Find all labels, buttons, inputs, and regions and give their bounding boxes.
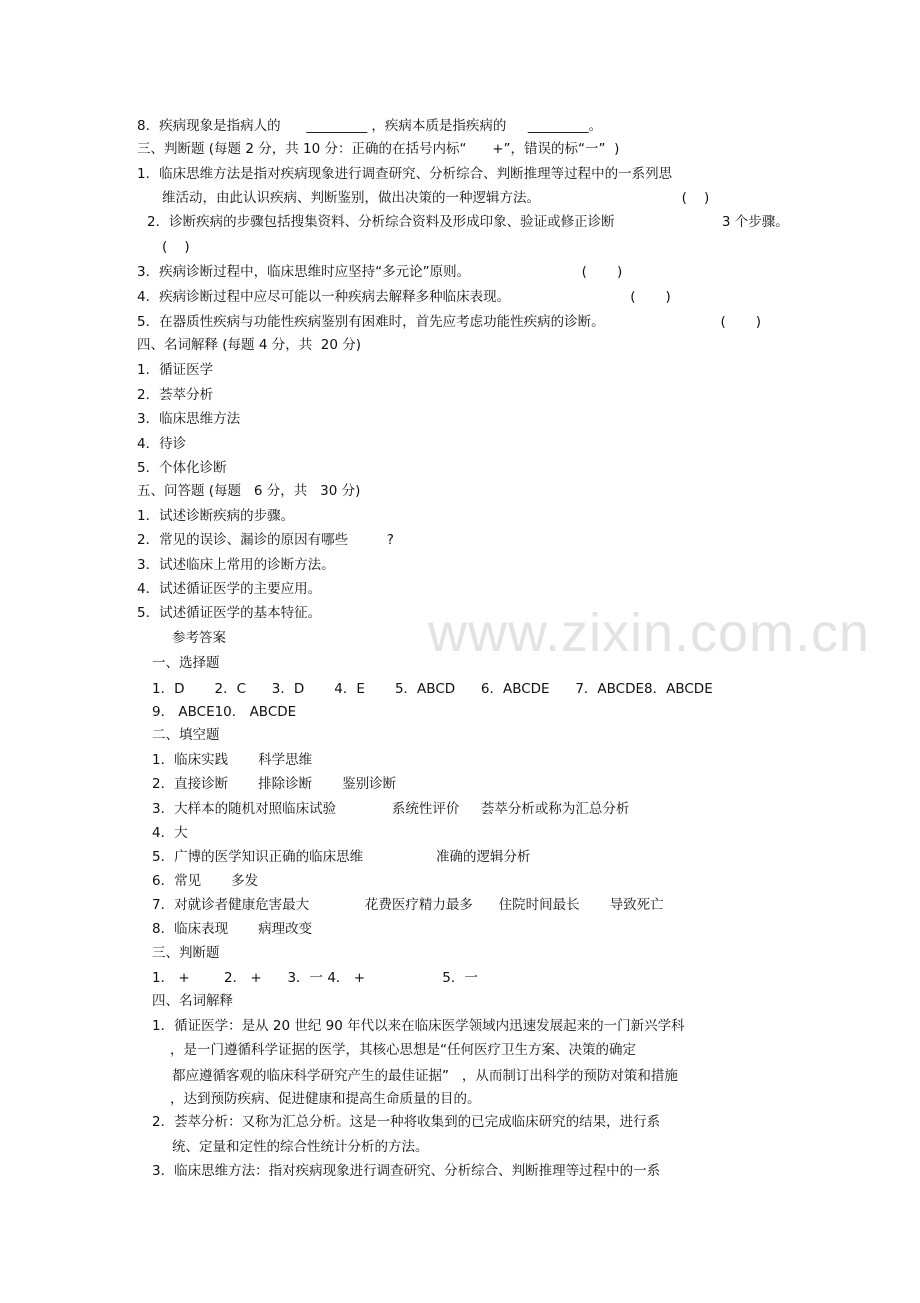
qa-question-2: 2．常见的误诊、漏诊的原因有哪些 ? bbox=[137, 532, 394, 548]
answers-heading-fill: 二、填空题 bbox=[152, 727, 220, 743]
answers-term-1: 1．循证医学：是从 20 世纪 90 年代以来在临床医学领域内迅速发展起来的一门新兴学科 bbox=[152, 1018, 685, 1034]
answers-fill-1: 1．临床实践 科学思维 bbox=[152, 752, 313, 768]
tf-question-5: 5．在器质性疾病与功能性疾病鉴别有困难时，首先应考虑功能性疾病的诊断。 ( ) bbox=[137, 314, 762, 330]
qa-question-5: 5．试述循证医学的基本特征。 bbox=[137, 605, 322, 621]
answers-fill-7: 7．对就诊者健康危害最大 花费医疗精力最多 住院时间最长 导致死亡 bbox=[152, 897, 664, 913]
answers-title: 参考答案 bbox=[172, 630, 226, 646]
answers-term-1-cont-2: 都应遵循客观的临床科学研究产生的最佳证据” ，从而制订出科学的预防对策和措施 bbox=[172, 1068, 678, 1084]
term-5: 5．个体化诊断 bbox=[137, 460, 227, 476]
term-4: 4．待诊 bbox=[137, 436, 187, 452]
fill-question-8: 8．疾病现象是指病人的 _________ ，疾病本质是指疾病的 _________。 bbox=[137, 118, 603, 134]
tf-question-1: 1．临床思维方法是指对疾病现象进行调查研究、分析综合、判断推理等过程中的一系列思 bbox=[137, 166, 673, 182]
term-2: 2．荟萃分析 bbox=[137, 387, 214, 403]
qa-question-3: 3．试述临床上常用的诊断方法。 bbox=[137, 557, 335, 573]
term-3: 3．临床思维方法 bbox=[137, 411, 241, 427]
section-heading-true-false: 三、判断题 (每题 2 分，共 10 分：正确的在括号内标“ +”，错误的标“一” ) bbox=[137, 141, 620, 157]
qa-question-1: 1．试述诊断疾病的步骤。 bbox=[137, 508, 295, 524]
tf-question-4: 4．疾病诊断过程中应尽可能以一种疾病去解释多种临床表现。 ( ) bbox=[137, 289, 671, 305]
answers-term-2: 2．荟萃分析：又称为汇总分析。这是一种将收集到的已完成临床研究的结果，进行系 bbox=[152, 1114, 661, 1130]
answers-fill-4: 4．大 bbox=[152, 825, 188, 841]
qa-question-4: 4．试述循证医学的主要应用。 bbox=[137, 581, 322, 597]
answers-heading-choice: 一、选择题 bbox=[152, 655, 220, 671]
answers-term-1-cont-3: ，达到预防疾病、促进健康和提高生命质量的目的。 bbox=[170, 1091, 481, 1107]
answers-heading-terms: 四、名词解释 bbox=[152, 993, 233, 1009]
answers-choice-row-2: 9． ABCE10． ABCDE bbox=[152, 704, 297, 720]
answers-fill-3: 3．大样本的随机对照临床试验 系统性评价 荟萃分析或称为汇总分析 bbox=[152, 801, 630, 817]
term-1: 1．循证医学 bbox=[137, 362, 214, 378]
tf-question-1-cont: 维活动，由此认识疾病、判断鉴别，做出决策的一种逻辑方法。 ( ) bbox=[162, 190, 710, 206]
answers-term-3: 3．临床思维方法：指对疾病现象进行调查研究、分析综合、判断推理等过程中的一系 bbox=[152, 1163, 661, 1179]
answers-fill-8: 8．临床表现 病理改变 bbox=[152, 921, 313, 937]
section-heading-terms: 四、名词解释 (每题 4 分，共 20 分) bbox=[137, 337, 362, 353]
section-heading-qa: 五、问答题 (每题 6 分，共 30 分) bbox=[137, 483, 361, 499]
watermark: www.zixin.com.cn bbox=[428, 603, 871, 663]
tf-question-2-cont: ( ) bbox=[162, 239, 190, 255]
answers-choice-row-1: 1．D 2．C 3．D 4．E 5．ABCD 6．ABCDE 7．ABCDE8．ABCDE bbox=[152, 681, 713, 697]
tf-question-3: 3．疾病诊断过程中，临床思维时应坚持“多元论”原则。 ( ) bbox=[137, 264, 623, 280]
tf-question-2: 2．诊断疾病的步骤包括搜集资料、分析综合资料及形成印象、验证或修正诊断 3 个步骤。 bbox=[147, 214, 789, 230]
answers-heading-true-false: 三、判断题 bbox=[152, 945, 220, 961]
answers-term-2-cont: 统、定量和定性的综合性统计分析的方法。 bbox=[172, 1139, 429, 1155]
answers-fill-5: 5．广博的医学知识正确的临床思维 准确的逻辑分析 bbox=[152, 849, 531, 865]
answers-term-1-cont-1: ，是一门遵循科学证据的医学，其核心思想是“任何医疗卫生方案、决策的确定 bbox=[170, 1042, 636, 1058]
answers-fill-2: 2．直接诊断 排除诊断 鉴别诊断 bbox=[152, 776, 397, 792]
answers-true-false: 1． + 2． + 3．一 4． + 5．一 bbox=[152, 970, 478, 986]
answers-fill-6: 6．常见 多发 bbox=[152, 873, 259, 889]
